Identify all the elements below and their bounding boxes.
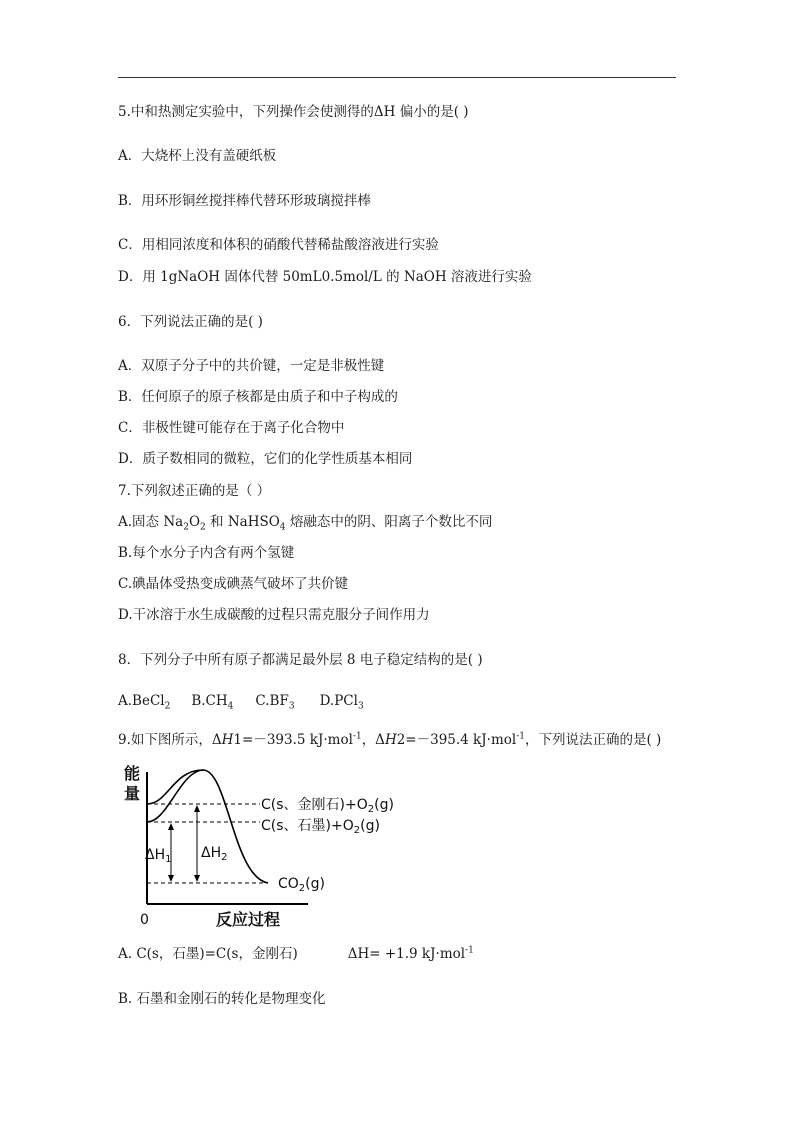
x-axis-label: 反应过程	[216, 910, 281, 929]
q5-option-a: A．大烧杯上没有盖硬纸板	[118, 148, 277, 164]
q6-stem: 6．下列说法正确的是( )	[118, 314, 263, 330]
y-axis-label-bottom: 量	[124, 784, 141, 803]
dh1-arrow-head-top	[168, 823, 174, 830]
dh1-label: $\Delta H_1$	[145, 847, 172, 865]
q8-option-d: D.PCl$_3$	[319, 693, 364, 712]
header-rule	[118, 77, 676, 78]
co2-level-label: $CO_2(g)$	[278, 876, 325, 894]
q7-option-a: A.固态 $Na_2O_2$ 和 NaHSO$_4$ 熔融态中的阴、阳离子个数比不同	[118, 514, 493, 533]
q6-option-a: A．双原子分子中的共价键，一定是非极性键	[118, 358, 385, 374]
q8-option-a: A.BeCl$_2$	[118, 693, 171, 712]
q5-option-b: B．用环形铜丝搅拌棒代替环形玻璃搅拌棒	[118, 193, 371, 209]
q8-option-c: $C.BF_3$	[255, 693, 295, 712]
q8-option-b: $B.CH_4$	[191, 693, 234, 712]
q9-stem: 9.如下图所示，ΔH1=－393.5 kJ·mol$^{-1}$，ΔH2=－395.4 kJ·mol$^{-1}$，下列说法正确的是( )	[118, 731, 662, 748]
dh1-arrow-head-bottom	[168, 875, 174, 882]
q6-option-c: C．非极性键可能存在于离子化合物中	[118, 420, 345, 436]
q7-option-b: B.每个水分子内含有两个氢键	[118, 545, 295, 561]
q7-stem: 7.下列叙述正确的是（ ）	[118, 483, 271, 499]
q9-option-a: A. C(s，石墨)=C(s，金刚石) ΔH= +1.9 kJ·mol$^{-1}$	[118, 945, 474, 962]
q6-option-d: D．质子数相同的微粒，它们的化学性质基本相同	[118, 451, 413, 467]
graphite-level-label: C(s、石墨)$+O_2(g)$	[261, 818, 380, 836]
origin-label: 0	[140, 912, 149, 928]
dh2-arrow-head-top	[194, 805, 200, 812]
y-axis-label-top: 能	[124, 764, 141, 783]
graphite-curve	[147, 770, 204, 822]
q5-stem: 5.中和热测定实验中，下列操作会使测得的ΔH 偏小的是( )	[118, 104, 469, 120]
q8-stem: 8．下列分子中所有原子都满足最外层 8 电子稳定结构的是( )	[118, 652, 483, 668]
q8-options	[118, 692, 364, 710]
energy-diagram	[118, 762, 418, 932]
q5-option-c: C．用相同浓度和体积的硝酸代替稀盐酸溶液进行实验	[118, 237, 439, 253]
q7-option-c: C.碘晶体受热变成碘蒸气破坏了共价键	[118, 576, 349, 592]
q7-option-d: D.干冰溶于水生成碳酸的过程只需克服分子间作用力	[118, 607, 430, 623]
diamond-curve	[147, 770, 268, 883]
q5-option-d: D．用 1gNaOH 固体代替 50mL0.5mol/L 的 NaOH 溶液进行实验	[118, 269, 532, 285]
dh2-arrow-head-bottom	[194, 875, 200, 882]
q9-option-b: B. 石墨和金刚石的转化是物理变化	[118, 991, 326, 1007]
diamond-level-label: C(s、金刚石)$+O_2(g)$	[261, 797, 394, 815]
q6-option-b: B．任何原子的原子核都是由质子和中子构成的	[118, 389, 398, 405]
dh2-label: $\Delta H_2$	[201, 845, 228, 863]
